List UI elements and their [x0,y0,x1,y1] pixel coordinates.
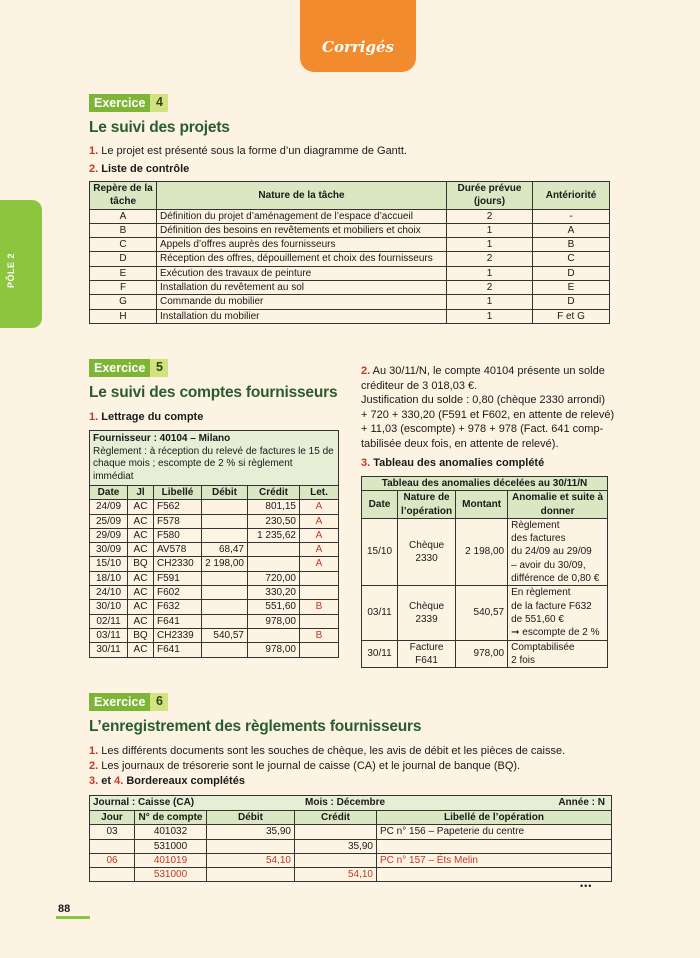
table-cell: 330,20 [248,586,300,600]
anomaly-date: 03/11 [362,586,398,640]
table-cell [202,571,248,585]
table-cell [202,528,248,542]
table-cell: A [300,528,339,542]
ex5-question-1 [89,410,203,425]
journal-debit [207,839,295,853]
table-cell: F641 [154,614,202,628]
table-cell: CH2339 [154,628,202,642]
text-line: du 24/09 au 29/09 [511,546,592,558]
table-cell: F578 [154,514,202,528]
journal-label: Journal : Caisse (CA) [93,797,195,809]
anomaly-description [508,640,608,668]
column-header: Nature de l’opération [398,491,456,519]
ex6-question-2 [89,759,520,774]
table-cell: AC [128,586,154,600]
table-cell: C [533,252,610,266]
anomalies-title-row [362,477,608,491]
page-number-underline [56,916,90,919]
table-cell: AV578 [154,543,202,557]
ex4-question-1 [89,144,407,159]
question-number: 1. [89,745,99,757]
column-header: Anomalie et suite à donner [508,491,608,519]
table-cell: 2 198,00 [202,557,248,571]
question-number: 2. [89,163,99,175]
table-cell: 230,50 [248,514,300,528]
anomaly-nature [398,640,456,668]
table-cell: C [90,238,157,252]
control-list-table [89,181,610,324]
exercise-badge-label: Exercice [89,693,150,711]
journal-info [90,796,612,811]
column-header: Durée prévue (jours) [447,182,533,210]
exercise-badge-number: 5 [150,359,168,377]
journal-credit: 54,10 [295,868,377,882]
table-cell: 1 235,62 [248,528,300,542]
question-number: 1. [89,411,99,423]
table-cell: CH2330 [154,557,202,571]
journal-debit [207,868,295,882]
column-header: Date [362,491,398,519]
table-cell [300,571,339,585]
table-cell: 2 [447,281,533,295]
table-cell: Exécution des travaux de peinture [157,266,447,280]
table-cell [202,614,248,628]
table-cell: 68,47 [202,543,248,557]
table-cell: H [90,309,157,323]
table-cell: D [533,266,610,280]
question-number: 1. [89,145,99,157]
text-line: – avoir du 30/09, [511,559,586,571]
table-header-row [90,182,610,210]
month-label: Mois : Décembre [305,797,386,809]
year-label: Année : N [558,797,605,809]
header-title: Corrigés [322,38,394,56]
table-cell: F [90,281,157,295]
table-cell: D [90,252,157,266]
question-text: Les différents documents sont les souches de chèque, les avis de débit et les pièces de caisse. [101,745,566,757]
table-cell [248,557,300,571]
journal-credit [295,825,377,839]
text-line: ➞ escompte de 2 % [511,627,600,639]
text-line: Chèque [409,539,445,551]
text-line: Chèque [409,600,445,612]
exercise-6-badge [89,693,168,711]
table-cell: 02/11 [90,614,128,628]
page-number: 88 [58,903,71,915]
anomaly-nature [398,518,456,585]
text-line: 2330 [415,553,438,565]
text-line: tabilisée deux fois, en attente de relevé). [361,437,559,450]
table-cell [300,643,339,657]
table-cell [202,586,248,600]
text-line: Au 30/11/N, le compte 40104 présente un solde [372,365,605,377]
table-row [90,528,339,542]
column-header: Date [90,486,128,500]
table-cell: 30/09 [90,543,128,557]
column-header: N° de compte [135,811,207,825]
table-cell: A [300,543,339,557]
table-cell: AC [128,514,154,528]
table-cell: BQ [128,628,154,642]
column-header: Repère de la tâche [90,182,157,210]
table-row [90,839,612,853]
column-header: Montant [456,491,508,519]
table-cell: 24/10 [90,586,128,600]
table-cell [202,600,248,614]
table-row [90,281,610,295]
table-cell: F et G [533,309,610,323]
journal-debit: 54,10 [207,853,295,867]
table-row [90,557,339,571]
table-row [90,514,339,528]
table-cell: 03/11 [90,628,128,642]
table-cell [202,514,248,528]
journal-libelle: PC n° 157 – Éts Melin [377,853,612,867]
anomalies-title: Tableau des anomalies décelées au 30/11/N [362,477,608,491]
exercise-5-title: Le suivi des comptes fournisseurs [89,384,338,401]
table-row [90,295,610,309]
table-row [90,309,610,323]
table-cell: Définition des besoins en revêtements et mobiliers et choix [157,223,447,237]
table-cell [300,614,339,628]
header-tab [300,0,416,72]
exercise-badge-label: Exercice [89,94,150,112]
column-header: Débit [202,486,248,500]
table-cell: Réception des offres, dépouillement et choix des fournisseurs [157,252,447,266]
table-cell: 540,57 [202,628,248,642]
ex6-question-3-4 [89,774,245,789]
text-line: différence de 0,80 € [511,573,600,585]
text-line: de 551,60 € [511,613,564,625]
table-cell [248,628,300,642]
exercise-5-badge [89,359,168,377]
column-header: Libellé [154,486,202,500]
exercise-badge-number: 4 [150,94,168,112]
text-line: 2339 [415,613,438,625]
table-cell: Appels d’offres auprès des fournisseurs [157,238,447,252]
table-header-row [362,491,608,519]
table-cell: 1 [447,295,533,309]
journal-jour [90,839,135,853]
supplier-note: Règlement : à réception du relevé de factures le 15 de chaque mois ; escompte de 2 % si règlement immédiat [93,445,334,482]
table-cell: AC [128,528,154,542]
supplier-line: Fournisseur : 40104 – Milano [93,433,231,444]
table-row [90,825,612,839]
table-cell: F632 [154,600,202,614]
table-cell: 978,00 [248,643,300,657]
journal-jour: 06 [90,853,135,867]
side-tab [0,200,42,328]
column-header: Crédit [295,811,377,825]
text-line: F641 [415,654,438,666]
table-cell: AC [128,543,154,557]
table-cell: 801,15 [248,500,300,514]
text-line: Comptabilisée [511,641,575,653]
table-cell: 1 [447,309,533,323]
table-cell: - [533,209,610,223]
journal-credit: 35,90 [295,839,377,853]
table-cell: B [300,628,339,642]
question-number: 3. [361,457,371,469]
table-row [90,643,339,657]
text-line: + 11,03 (escompte) + 978 + 978 (Fact. 641 comp- [361,423,604,435]
table-cell: 1 [447,223,533,237]
column-header: Crédit [248,486,300,500]
table-row [90,600,339,614]
column-header: Débit [207,811,295,825]
side-tab-label: PÔLE 2 [6,252,16,288]
table-cell: D [533,295,610,309]
anomalies-table [361,476,608,668]
anomaly-amount: 540,57 [456,586,508,640]
column-header: Jour [90,811,135,825]
column-header: Nature de la tâche [157,182,447,210]
journal-libelle [377,868,612,882]
anomaly-description [508,586,608,640]
text-line: créditeur de 3 018,03 €. [361,379,478,392]
table-cell: A [300,514,339,528]
question-text: Tableau des anomalies complété [373,457,545,469]
table-cell: AC [128,500,154,514]
table-cell: F602 [154,586,202,600]
table-row [362,640,608,668]
table-row [90,266,610,280]
column-header: Jl [128,486,154,500]
ex5-question-2 [361,364,621,451]
question-text: Le projet est présenté sous la forme d’un diagramme de Gantt. [101,145,407,157]
column-header: Antériorité [533,182,610,210]
table-cell: 30/11 [90,643,128,657]
journal-compte: 531000 [135,868,207,882]
anomaly-date: 15/10 [362,518,398,585]
anomaly-nature [398,586,456,640]
exercise-badge-number: 6 [150,693,168,711]
text-line: Justification du solde : 0,80 (chèque 2330 arrondi) [361,394,605,406]
question-number: 4. [114,775,124,787]
ex4-question-2 [89,162,189,177]
table-cell: B [300,600,339,614]
table-cell: AC [128,571,154,585]
supplier-info-row [90,431,339,486]
column-header: Libellé de l’opération [377,811,612,825]
table-row [90,571,339,585]
table-cell: B [90,223,157,237]
table-row [90,252,610,266]
table-cell: E [533,281,610,295]
table-cell: 18/10 [90,571,128,585]
question-text: Bordereaux complétés [126,775,245,787]
anomaly-amount: 978,00 [456,640,508,668]
table-cell: 2 [447,252,533,266]
journal-compte: 401032 [135,825,207,839]
table-cell [202,643,248,657]
text-line: des factures [511,533,566,545]
exercise-4-title: Le suivi des projets [89,119,230,136]
table-cell: 1 [447,266,533,280]
table-cell: BQ [128,557,154,571]
table-row [90,500,339,514]
table-cell: AC [128,643,154,657]
table-cell: A [90,209,157,223]
text-line: + 720 + 330,20 (F591 et F602, en attente de relevé) [361,408,615,421]
table-cell: F591 [154,571,202,585]
table-row [90,628,339,642]
table-cell: 24/09 [90,500,128,514]
question-text: Lettrage du compte [101,411,204,423]
table-cell: B [533,238,610,252]
question-text: Les journaux de trésorerie sont le journal de caisse (CA) et le journal de banque (BQ). [101,760,521,772]
journal-libelle: PC n° 156 – Papeterie du centre [377,825,612,839]
table-cell: 30/10 [90,600,128,614]
table-cell: 1 [447,238,533,252]
table-row [90,614,339,628]
table-row [90,586,339,600]
supplier-info [90,431,339,486]
ex5-question-3 [361,456,544,471]
table-row [90,223,610,237]
journal-compte: 401019 [135,853,207,867]
table-cell: 25/09 [90,514,128,528]
ex6-question-1 [89,744,565,759]
question-number: 2. [89,760,99,772]
table-cell [202,500,248,514]
table-header-row [90,811,612,825]
table-cell: Installation du mobilier [157,309,447,323]
question-number: 3. [89,775,99,787]
text-line: En règlement [511,587,571,599]
table-cell: 551,60 [248,600,300,614]
table-cell: 15/10 [90,557,128,571]
question-number: 2. [361,365,371,377]
supplier-ledger-table [89,430,339,658]
text-line: Facture [409,641,444,653]
question-text: Liste de contrôle [101,163,190,175]
conjunction: et [101,775,112,787]
table-row [362,586,608,640]
cash-journal-table [89,795,612,882]
table-row [362,518,608,585]
journal-credit [295,853,377,867]
table-row [90,209,610,223]
exercise-4-badge [89,94,168,112]
table-cell: Commande du mobilier [157,295,447,309]
table-cell: E [90,266,157,280]
continuation-dots: ••• [580,881,593,891]
journal-compte: 531000 [135,839,207,853]
table-cell: A [533,223,610,237]
table-row [90,868,612,882]
journal-jour [90,868,135,882]
table-cell: F562 [154,500,202,514]
anomaly-amount: 2 198,00 [456,518,508,585]
anomaly-description [508,518,608,585]
anomaly-date: 30/11 [362,640,398,668]
exercise-6-title: L’enregistrement des règlements fournisseurs [89,718,422,735]
exercise-badge-label: Exercice [89,359,150,377]
table-row [90,853,612,867]
table-cell: AC [128,614,154,628]
text-line: de la facture F632 [511,600,592,612]
text-line: Règlement [511,519,560,531]
table-cell: A [300,557,339,571]
table-cell: A [300,500,339,514]
table-cell: 978,00 [248,614,300,628]
table-cell: AC [128,600,154,614]
table-cell [300,586,339,600]
table-cell: Définition du projet d’aménagement de l’espace d’accueil [157,209,447,223]
table-cell: Installation du revêtement au sol [157,281,447,295]
table-cell [248,543,300,557]
table-cell: 2 [447,209,533,223]
table-cell: 29/09 [90,528,128,542]
journal-debit: 35,90 [207,825,295,839]
table-header-row [90,486,339,500]
table-cell: 720,00 [248,571,300,585]
text-line: 2 fois [511,654,536,666]
table-cell: G [90,295,157,309]
table-cell: F580 [154,528,202,542]
journal-info-row [90,796,612,811]
table-row [90,543,339,557]
table-row [90,238,610,252]
table-cell: F641 [154,643,202,657]
journal-libelle [377,839,612,853]
journal-jour: 03 [90,825,135,839]
column-header: Let. [300,486,339,500]
